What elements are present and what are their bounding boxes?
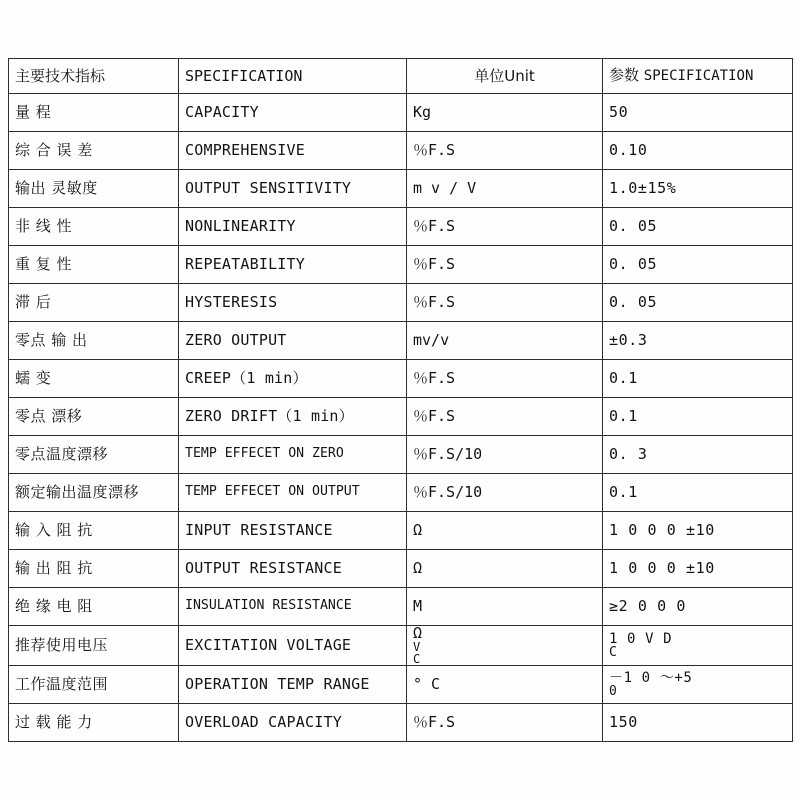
row-label-en: NONLINEARITY xyxy=(179,208,407,246)
row-label-cn: 绝 缘 电 阻 xyxy=(9,588,179,626)
row-label-en: INSULATION RESISTANCE xyxy=(179,588,407,626)
row-value: 1 0 0 0 ±10 xyxy=(603,550,793,588)
table-row xyxy=(9,360,793,398)
table-row xyxy=(9,132,793,170)
row-label-cn: 非 线 性 xyxy=(9,208,179,246)
row-label-cn: 输出 灵敏度 xyxy=(9,170,179,208)
header-en: SPECIFICATION xyxy=(179,59,407,94)
table-row xyxy=(9,550,793,588)
table-row xyxy=(9,170,793,208)
row-label-en: HYSTERESIS xyxy=(179,284,407,322)
row-unit: mv/v xyxy=(407,322,603,360)
row-value xyxy=(603,626,793,666)
table-header-row xyxy=(9,59,793,94)
table-row xyxy=(9,208,793,246)
table-row xyxy=(9,284,793,322)
row-label-cn: 额定输出温度漂移 xyxy=(9,474,179,512)
row-value: ≥2 0 0 0 xyxy=(603,588,793,626)
row-label-cn: 零点温度漂移 xyxy=(9,436,179,474)
row-label-en: TEMP EFFECET ON OUTPUT xyxy=(179,474,407,512)
table-row xyxy=(9,704,793,742)
table-row xyxy=(9,626,793,666)
table-row xyxy=(9,398,793,436)
row-unit-line1: Ω xyxy=(413,624,423,642)
row-value-line2: 0 xyxy=(609,684,618,699)
header-value xyxy=(603,59,793,94)
table-row xyxy=(9,512,793,550)
row-value-line1: －1 0 ～+5 xyxy=(609,670,693,686)
row-unit-line2: V xyxy=(413,640,421,654)
table-row xyxy=(9,436,793,474)
row-label-en: INPUT RESISTANCE xyxy=(179,512,407,550)
spec-table xyxy=(8,58,793,742)
header-cn: 主要技术指标 xyxy=(9,59,179,94)
row-label-cn: 零点 漂移 xyxy=(9,398,179,436)
row-unit: ％F.S/10 xyxy=(407,436,603,474)
header-value-cn: 参数 xyxy=(609,66,640,85)
row-label-cn: 综 合 误 差 xyxy=(9,132,179,170)
row-unit: ％F.S xyxy=(407,360,603,398)
row-label-cn: 工作温度范围 xyxy=(9,666,179,704)
row-value: 0. 05 xyxy=(603,208,793,246)
row-label-cn: 滞 后 xyxy=(9,284,179,322)
table-row xyxy=(9,94,793,132)
row-unit: Ω xyxy=(407,512,603,550)
row-unit-line3: C xyxy=(413,652,421,666)
row-value: 50 xyxy=(603,94,793,132)
row-value: 0. 05 xyxy=(603,246,793,284)
row-label-cn: 蠕 变 xyxy=(9,360,179,398)
row-label-en: EXCITATION VOLTAGE xyxy=(179,626,407,666)
row-label-en: COMPREHENSIVE xyxy=(179,132,407,170)
row-label-cn: 量 程 xyxy=(9,94,179,132)
row-value-line2: C xyxy=(609,645,618,660)
header-unit: 单位Unit xyxy=(407,59,603,94)
row-label-en: REPEATABILITY xyxy=(179,246,407,284)
row-label-cn: 推荐使用电压 xyxy=(9,626,179,666)
row-unit: ％F.S xyxy=(407,398,603,436)
row-unit: Ω xyxy=(407,550,603,588)
row-value-line1: 1 0 V D xyxy=(609,631,673,647)
row-label-en: OVERLOAD CAPACITY xyxy=(179,704,407,742)
row-label-en: ZERO DRIFT（1 min） xyxy=(179,398,407,436)
table-row xyxy=(9,666,793,704)
row-value: 0. 05 xyxy=(603,284,793,322)
row-value xyxy=(603,666,793,704)
row-label-en: TEMP EFFECET ON ZERO xyxy=(179,436,407,474)
table-row xyxy=(9,322,793,360)
row-value: ±0.3 xyxy=(603,322,793,360)
row-value: 0. 3 xyxy=(603,436,793,474)
row-unit: ％F.S xyxy=(407,246,603,284)
table-row xyxy=(9,474,793,512)
row-value: 0.1 xyxy=(603,360,793,398)
row-unit: ° C xyxy=(407,666,603,704)
row-label-en: OPERATION TEMP RANGE xyxy=(179,666,407,704)
row-unit: ％F.S/10 xyxy=(407,474,603,512)
row-label-en: CREEP（1 min） xyxy=(179,360,407,398)
row-unit: ％F.S xyxy=(407,208,603,246)
row-unit: ％F.S xyxy=(407,284,603,322)
row-unit: M xyxy=(407,588,603,626)
row-value: 0.1 xyxy=(603,474,793,512)
row-unit: ％F.S xyxy=(407,704,603,742)
row-value: 1.0±15% xyxy=(603,170,793,208)
header-value-en: SPECIFICATION xyxy=(643,68,754,85)
row-unit: m v / V xyxy=(407,170,603,208)
row-label-cn: 输 出 阻 抗 xyxy=(9,550,179,588)
row-label-cn: 零点 输 出 xyxy=(9,322,179,360)
table-row xyxy=(9,588,793,626)
row-unit: Kg xyxy=(407,94,603,132)
row-value: 1 0 0 0 ±10 xyxy=(603,512,793,550)
row-label-en: CAPACITY xyxy=(179,94,407,132)
row-label-cn: 重 复 性 xyxy=(9,246,179,284)
table-row xyxy=(9,246,793,284)
row-label-cn: 过 载 能 力 xyxy=(9,704,179,742)
row-value: 0.10 xyxy=(603,132,793,170)
spec-table-container xyxy=(8,58,792,742)
row-unit xyxy=(407,626,603,666)
row-unit: ％F.S xyxy=(407,132,603,170)
row-label-en: ZERO OUTPUT xyxy=(179,322,407,360)
row-value: 150 xyxy=(603,704,793,742)
row-label-en: OUTPUT RESISTANCE xyxy=(179,550,407,588)
row-value: 0.1 xyxy=(603,398,793,436)
row-label-cn: 输 入 阻 抗 xyxy=(9,512,179,550)
row-label-en: OUTPUT SENSITIVITY xyxy=(179,170,407,208)
